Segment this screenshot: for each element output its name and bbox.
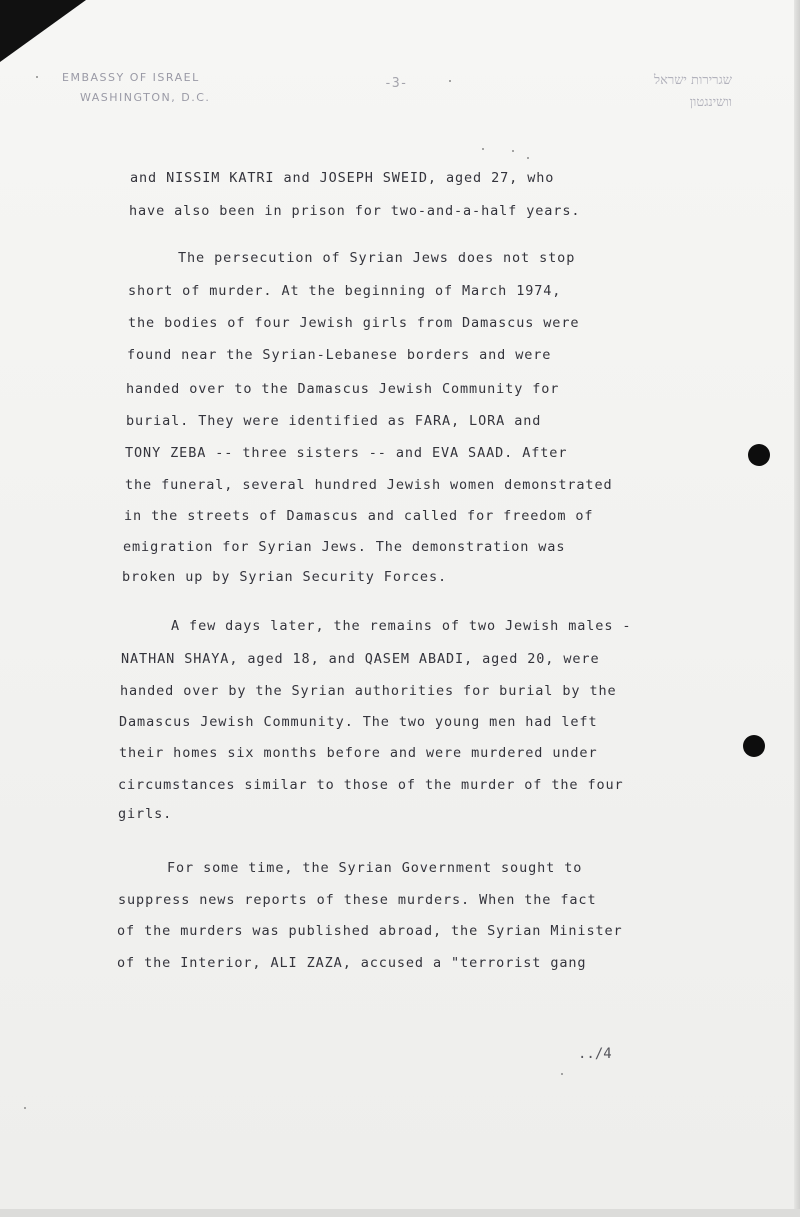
page-number: -3- [384,76,408,91]
scan-speck [36,76,38,78]
scan-right-edge [794,0,800,1217]
scan-speck [561,1073,563,1075]
text-line: handed over by the Syrian authorities for burial by the [120,683,617,699]
text-line: For some time, the Syrian Government sought to [167,860,583,876]
text-line: handed over to the Damascus Jewish Community for [126,381,560,397]
punch-hole [748,444,770,466]
continuation-marker: ../4 [578,1046,612,1062]
text-line: suppress news reports of these murders. When the fact [118,892,597,908]
text-line: broken up by Syrian Security Forces. [122,569,447,585]
text-line: girls. [118,806,173,822]
scan-speck [527,157,529,159]
letterhead-hebrew-city: וושינגטון [689,95,732,110]
letterhead [62,68,210,108]
scan-speck [449,80,451,82]
punch-hole [743,735,765,757]
text-line: burial. They were identified as FARA, LORA and [126,413,542,429]
text-line: of the murders was published abroad, the Syrian Minister [117,923,623,939]
text-line: their homes six months before and were murdered under [119,745,598,761]
text-line: and NISSIM KATRI and JOSEPH SWEID, aged 27, who [130,170,555,186]
text-line: short of murder. At the beginning of March 1974, [128,283,562,299]
scan-bottom-edge [0,1209,800,1217]
letterhead-hebrew-embassy: שגרירות ישראל [654,73,732,88]
text-line: of the Interior, ALI ZAZA, accused a "terrorist gang [117,955,587,971]
letterhead-city: WASHINGTON, D.C. [80,91,211,104]
text-line: the funeral, several hundred Jewish women demonstrated [125,477,613,493]
text-line: circumstances similar to those of the murder of the four [118,777,624,793]
scan-speck [24,1107,26,1109]
letterhead-embassy: EMBASSY OF ISRAEL [62,71,200,84]
text-line: the bodies of four Jewish girls from Damascus were [128,315,580,331]
text-line: found near the Syrian-Lebanese borders and were [127,347,552,363]
letterhead-hebrew [654,70,732,114]
text-line: Damascus Jewish Community. The two young men had left [119,714,598,730]
text-line: emigration for Syrian Jews. The demonstration was [123,539,566,555]
text-line: have also been in prison for two-and-a-half years. [129,203,581,219]
scan-speck [512,150,514,152]
text-line: A few days later, the remains of two Jewish males - [171,618,632,634]
scan-speck [482,148,484,150]
scan-corner-shadow [0,0,86,62]
text-line: TONY ZEBA -- three sisters -- and EVA SAAD. After [125,445,568,461]
text-line: in the streets of Damascus and called for freedom of [124,508,594,524]
text-line: NATHAN SHAYA, aged 18, and QASEM ABADI, aged 20, were [121,651,600,667]
text-line: The persecution of Syrian Jews does not stop [178,250,576,266]
